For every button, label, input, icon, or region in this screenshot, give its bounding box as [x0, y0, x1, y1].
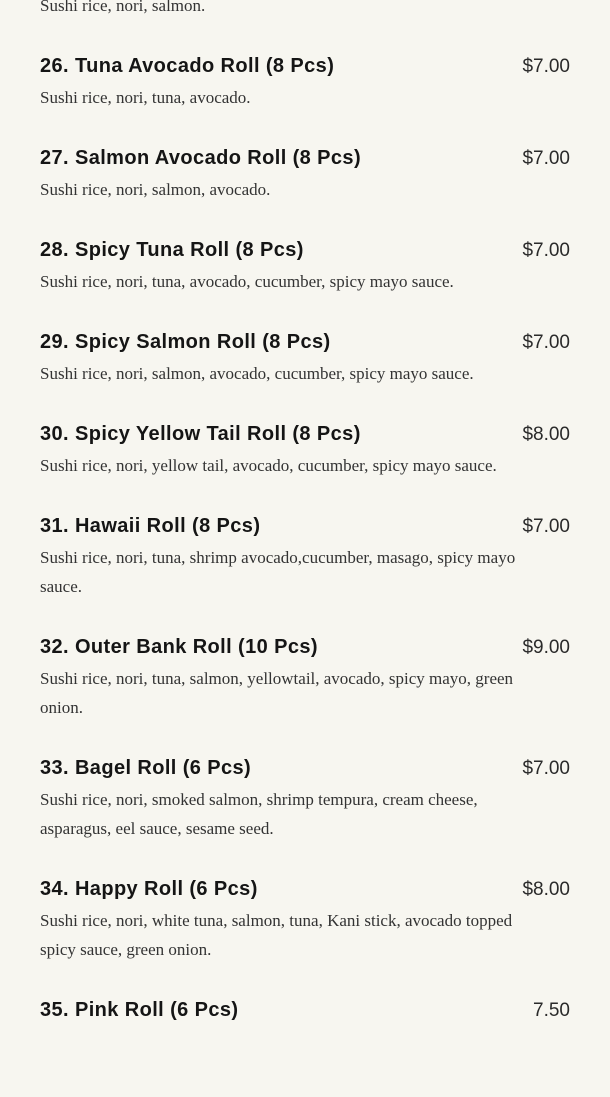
item-name: 26. Tuna Avocado Roll (8 Pcs) — [40, 55, 335, 77]
item-description: Sushi rice, nori, salmon, avocado. — [40, 180, 271, 199]
menu-item[interactable] — [40, 326, 570, 418]
item-price: 7.50 — [533, 1000, 570, 1021]
item-header — [40, 752, 570, 785]
menu-item[interactable] — [40, 752, 570, 873]
menu-item[interactable] — [40, 234, 570, 326]
menu-item[interactable] — [40, 873, 570, 994]
item-name: 27. Salmon Avocado Roll (8 Pcs) — [40, 147, 362, 169]
item-header — [40, 234, 570, 267]
item-description: Sushi rice, nori, white tuna, salmon, tuna, Kani stick, avocado topped spicy sauce, green onion. — [40, 911, 513, 959]
item-header — [40, 142, 570, 175]
item-name: 34. Happy Roll (6 Pcs) — [40, 878, 258, 900]
item-price: $8.00 — [522, 424, 570, 445]
item-description: Sushi rice, nori, salmon, avocado, cucumber, spicy mayo sauce. — [40, 364, 474, 383]
item-header — [40, 50, 570, 83]
item-price: $7.00 — [522, 240, 570, 261]
item-name: 33. Bagel Roll (6 Pcs) — [40, 757, 252, 779]
item-price: $8.00 — [522, 879, 570, 900]
item-price: $7.00 — [522, 332, 570, 353]
item-price: $7.00 — [522, 56, 570, 77]
item-price: $7.00 — [522, 758, 570, 779]
item-description: Sushi rice, nori, tuna, shrimp avocado,cucumber, masago, spicy mayo sauce. — [40, 548, 516, 596]
item-description: Sushi rice, nori, tuna, avocado, cucumber, spicy mayo sauce. — [40, 272, 454, 291]
item-header — [40, 418, 570, 451]
menu-item[interactable] — [40, 631, 570, 752]
item-name: 30. Spicy Yellow Tail Roll (8 Pcs) — [40, 423, 361, 445]
item-name: 31. Hawaii Roll (8 Pcs) — [40, 515, 261, 537]
menu-list — [40, 0, 570, 1057]
item-description: Sushi rice, nori, tuna, salmon, yellowtail, avocado, spicy mayo, green onion. — [40, 669, 514, 717]
menu-item[interactable] — [40, 0, 570, 50]
item-name: 32. Outer Bank Roll (10 Pcs) — [40, 636, 318, 658]
item-name: 29. Spicy Salmon Roll (8 Pcs) — [40, 331, 331, 353]
item-header — [40, 873, 570, 906]
item-price: $9.00 — [522, 637, 570, 658]
item-price: $7.00 — [522, 516, 570, 537]
item-description: Sushi rice, nori, salmon. — [40, 0, 206, 15]
item-name: 35. Pink Roll (6 Pcs) — [40, 999, 239, 1021]
menu-item[interactable] — [40, 418, 570, 510]
menu-item[interactable] — [40, 510, 570, 631]
menu-item[interactable] — [40, 50, 570, 142]
item-header — [40, 994, 570, 1027]
menu-item[interactable] — [40, 994, 570, 1057]
item-price: $7.00 — [522, 148, 570, 169]
item-header — [40, 510, 570, 543]
item-description: Sushi rice, nori, smoked salmon, shrimp tempura, cream cheese, asparagus, eel sauce, sesame seed. — [40, 790, 478, 838]
item-name: 28. Spicy Tuna Roll (8 Pcs) — [40, 239, 304, 261]
item-description: Sushi rice, nori, tuna, avocado. — [40, 88, 251, 107]
item-header — [40, 326, 570, 359]
item-description: Sushi rice, nori, yellow tail, avocado, cucumber, spicy mayo sauce. — [40, 456, 497, 475]
item-header — [40, 631, 570, 664]
menu-item[interactable] — [40, 142, 570, 234]
